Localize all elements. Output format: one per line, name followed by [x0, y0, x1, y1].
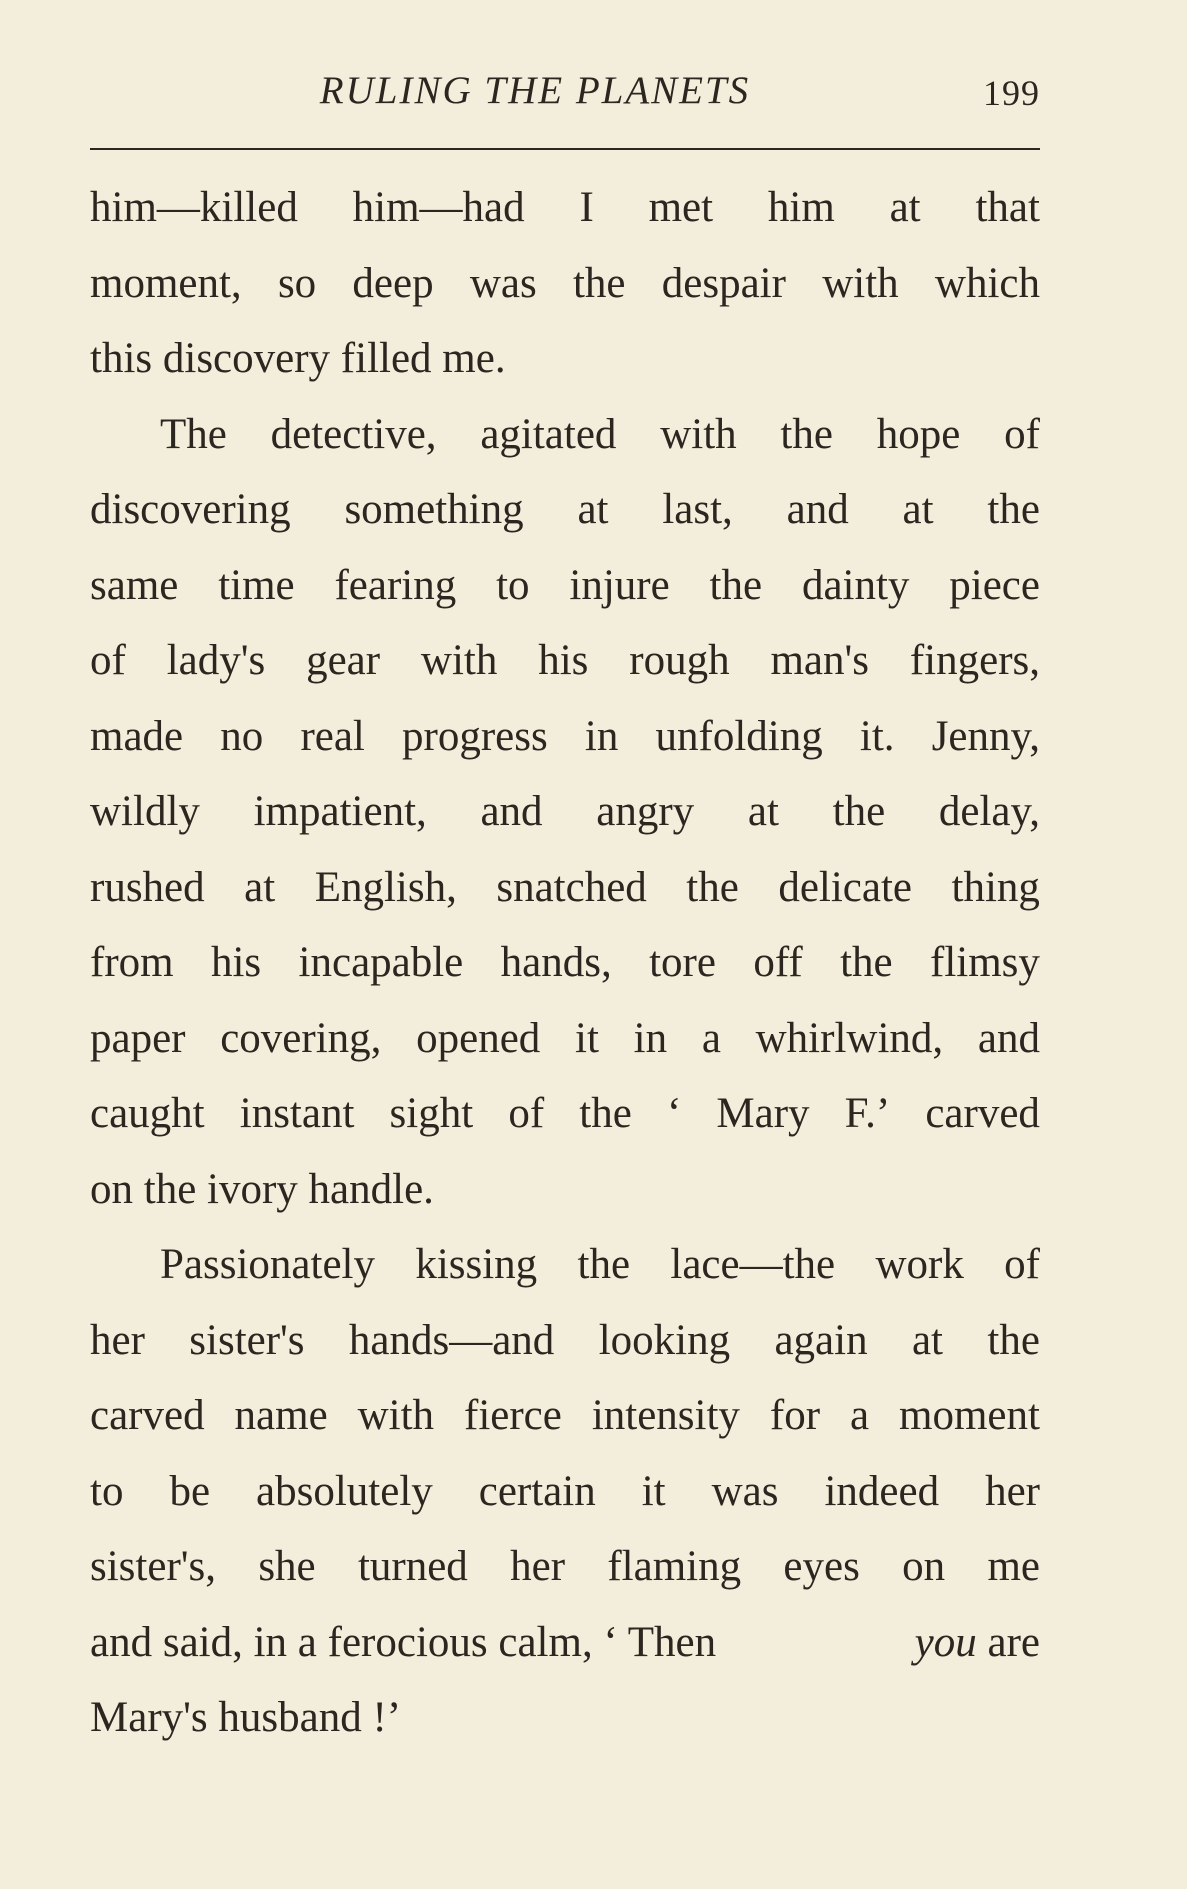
word: real [300, 712, 365, 760]
word: a [701, 1014, 721, 1062]
word: so [277, 259, 317, 307]
text-line [90, 1303, 1040, 1379]
word: and [480, 788, 543, 835]
word: no [220, 712, 264, 760]
word: detective, [270, 410, 437, 458]
word: intensity [591, 1392, 740, 1439]
word: despair [661, 259, 786, 307]
word: for [769, 1392, 821, 1439]
text-line [90, 1001, 1040, 1077]
text-line: this discovery filled me. [90, 335, 506, 382]
word: something [344, 486, 524, 533]
word: made [90, 712, 184, 760]
word: her [510, 1543, 566, 1590]
word: at [244, 863, 276, 911]
word: from [90, 939, 174, 986]
word: absolutely [256, 1467, 433, 1515]
word: his [210, 939, 262, 986]
word: incapable [298, 939, 464, 986]
word: him [767, 184, 835, 231]
word: with [660, 410, 737, 458]
word: of [90, 637, 126, 684]
word: the [987, 1316, 1040, 1364]
word: at [902, 486, 934, 533]
word: sister's, [90, 1543, 216, 1590]
word: Passionately [160, 1241, 375, 1288]
text-line: Mary's husband !’ [90, 1694, 402, 1741]
word: agitated [480, 410, 617, 458]
text-line [90, 699, 1040, 775]
word: the [987, 486, 1040, 533]
text-line: on the ivory handle. [90, 1165, 434, 1213]
word: English, [314, 863, 457, 911]
emphasis-word: you [914, 1618, 977, 1666]
word: his [538, 637, 589, 684]
word: impatient, [253, 788, 427, 835]
text-line [90, 472, 1040, 548]
running-title: RULING THE PLANETS [319, 69, 751, 112]
text-line [90, 623, 1040, 699]
word: fingers, [909, 637, 1040, 684]
text-line [90, 850, 1040, 926]
text-line [90, 170, 1040, 246]
word: moment, [90, 259, 242, 307]
word: carved [925, 1090, 1040, 1137]
word: lady's [166, 637, 266, 684]
word: was [469, 259, 537, 307]
word: gear [306, 637, 381, 684]
word: which [934, 259, 1040, 307]
word: discovering [90, 486, 291, 533]
word: indeed [824, 1467, 940, 1515]
word: instant [239, 1090, 355, 1137]
page-header [90, 64, 1040, 124]
word: snatched [496, 863, 647, 911]
word: The [160, 410, 227, 458]
word: angry [596, 788, 695, 835]
word: the [832, 788, 886, 835]
word: Mary [716, 1090, 810, 1137]
word: at [577, 486, 609, 533]
word: me [987, 1543, 1040, 1590]
text-line [90, 925, 1040, 1001]
word: hope [876, 410, 961, 458]
word: with [357, 1392, 435, 1439]
word: flaming [607, 1543, 742, 1590]
word: with [822, 259, 899, 307]
text-line [90, 1454, 1040, 1530]
word: ‘ [666, 1090, 682, 1137]
text-line [90, 397, 1040, 473]
word: of [1004, 1241, 1040, 1288]
text-line: and said, in a ferocious calm, ‘ Then you are [90, 1605, 1040, 1681]
word: progress [402, 712, 548, 760]
word: tore [649, 939, 716, 986]
word: looking [598, 1316, 731, 1364]
word: delay, [938, 788, 1040, 835]
word: a [849, 1392, 870, 1439]
word: the [579, 1090, 632, 1137]
page-number: 199 [983, 73, 1040, 113]
word: the [840, 939, 893, 986]
word: lace—the [670, 1241, 836, 1288]
word: rushed [90, 863, 205, 911]
word: of [508, 1090, 545, 1137]
word: in [584, 712, 619, 760]
word: same [90, 561, 179, 609]
word: in [633, 1014, 668, 1062]
word: of [1004, 410, 1040, 458]
word: was [711, 1467, 779, 1515]
word: paper [90, 1014, 186, 1062]
word: man's [770, 637, 869, 684]
word: thing [951, 863, 1040, 911]
text-line [90, 1378, 1040, 1454]
word: her [985, 1467, 1040, 1515]
word: fearing [334, 561, 457, 609]
word: time [218, 561, 295, 609]
word: I [579, 184, 594, 231]
word: the [572, 259, 626, 307]
word: be [169, 1467, 211, 1515]
word: off [753, 939, 803, 986]
word: again [774, 1316, 868, 1364]
word: moment [899, 1392, 1040, 1439]
word: the [686, 863, 739, 911]
word: delicate [778, 863, 913, 911]
text-line [90, 1529, 1040, 1605]
text-line [90, 548, 1040, 624]
word: fierce [464, 1392, 562, 1439]
word: rough [629, 637, 730, 684]
word: the [709, 561, 763, 609]
word: last, [662, 486, 733, 533]
text-line [90, 246, 1040, 322]
word: the [780, 410, 833, 458]
word: caught [90, 1090, 205, 1137]
word: piece [949, 561, 1040, 609]
word: sight [389, 1090, 474, 1137]
body-text [90, 170, 1040, 1756]
word: at [911, 1316, 944, 1364]
word: dainty [801, 561, 910, 609]
word: hands—and [348, 1316, 555, 1364]
word: work [875, 1241, 964, 1288]
word: that [975, 184, 1040, 231]
word: injure [569, 561, 670, 609]
word: at [889, 184, 921, 231]
word: she [258, 1543, 316, 1590]
word: and [977, 1014, 1040, 1062]
word: certain [478, 1467, 596, 1515]
word: her [90, 1316, 145, 1364]
word: at [747, 788, 779, 835]
word: name [234, 1392, 328, 1439]
word: met [648, 184, 714, 231]
word: covering, [220, 1014, 382, 1062]
text-line [90, 1076, 1040, 1152]
header-rule [90, 148, 1040, 150]
word: unfolding [655, 712, 823, 760]
word: kissing [415, 1241, 538, 1288]
word: him—had [352, 184, 525, 231]
word: the [577, 1241, 631, 1288]
word: it [575, 1014, 599, 1062]
word: F.’ [844, 1090, 891, 1137]
word: flimsy [930, 939, 1040, 986]
word: to [496, 561, 530, 609]
word: whirlwind, [755, 1014, 944, 1062]
word: with [420, 637, 498, 684]
word: sister's [189, 1316, 305, 1364]
word: him—killed [90, 184, 298, 231]
text-line [90, 774, 1040, 850]
text-line [90, 1227, 1040, 1303]
word: hands, [500, 939, 612, 986]
word: opened [416, 1014, 541, 1062]
word: carved [90, 1392, 205, 1439]
word: turned [357, 1543, 468, 1590]
word: it. [859, 712, 895, 760]
word: deep [352, 259, 434, 307]
word: it [641, 1467, 666, 1515]
word: on [902, 1543, 946, 1590]
word: Jenny, [931, 712, 1040, 760]
word: wildly [90, 788, 200, 835]
word: and [786, 486, 849, 533]
word: eyes [783, 1543, 860, 1590]
word: to [90, 1467, 124, 1515]
